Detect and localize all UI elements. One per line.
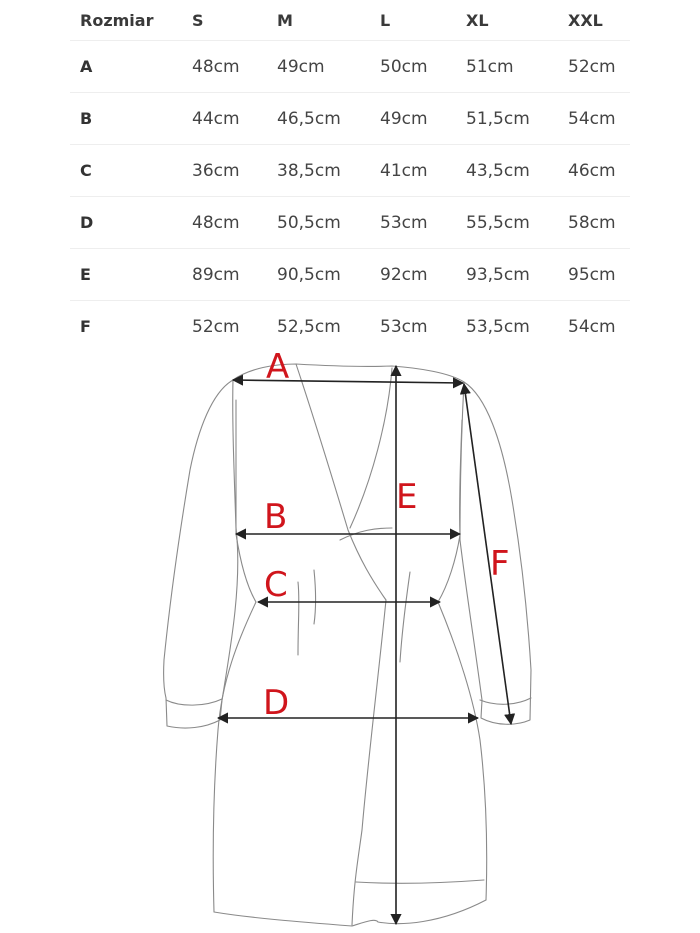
- measurement-labels: [263, 347, 510, 723]
- header-m: M: [267, 0, 370, 41]
- table-cell: 54cm: [568, 316, 616, 337]
- table-cell: 54cm: [558, 93, 630, 145]
- header-xl: XL: [456, 0, 558, 41]
- table-cell: 48cm: [182, 41, 267, 93]
- skirt-overlap: [352, 600, 386, 925]
- table-row: [70, 93, 630, 145]
- row-label: D: [70, 197, 182, 249]
- table-cell: 49cm: [267, 41, 370, 93]
- row-label: C: [70, 145, 182, 197]
- row-label: B: [70, 93, 182, 145]
- measure-f-line: [464, 384, 511, 724]
- dress-outline: [164, 364, 531, 926]
- header-l: L: [370, 0, 456, 41]
- header-xxl: XXL: [558, 0, 630, 41]
- header-s: S: [182, 0, 267, 41]
- table-cell: 46cm: [558, 145, 630, 197]
- bodice-right-side: [438, 420, 462, 602]
- left-sleeve: [164, 380, 238, 728]
- skirt-left: [213, 602, 256, 912]
- hem-inner: [356, 880, 484, 883]
- table-cell: 50cm: [370, 41, 456, 93]
- label-d: D: [263, 683, 290, 723]
- table-cell: 48cm: [182, 197, 267, 249]
- table-header-row: [70, 0, 630, 41]
- table-cell: 93,5cm: [456, 249, 558, 301]
- label-f: F: [490, 544, 510, 584]
- table-cell: 38,5cm: [267, 145, 370, 197]
- waist-gather-left: [298, 582, 299, 655]
- skirt-right: [438, 602, 487, 900]
- label-a: A: [266, 347, 290, 387]
- left-cuff: [166, 699, 222, 705]
- label-e: E: [396, 477, 418, 517]
- wrap-front-right: [350, 368, 392, 528]
- row-label: F: [80, 317, 91, 336]
- table-cell: 55,5cm: [456, 197, 558, 249]
- table-cell: 50,5cm: [267, 197, 370, 249]
- right-sleeve: [460, 382, 531, 724]
- table-cell: 51,5cm: [456, 93, 558, 145]
- right-cuff: [480, 698, 531, 704]
- waist-gather-left-2: [314, 570, 316, 624]
- header-size: Rozmiar: [70, 0, 182, 41]
- wrap-front-left: [296, 364, 386, 600]
- measurement-lines: [218, 366, 511, 924]
- table-cell: 53cm: [370, 197, 456, 249]
- table-cell: 89cm: [182, 249, 267, 301]
- table-cell: 44cm: [182, 93, 267, 145]
- table-row: [70, 249, 630, 301]
- table-cell: 53,5cm: [466, 316, 530, 337]
- table-cell: 51cm: [456, 41, 558, 93]
- hemline: [214, 900, 486, 926]
- table-row: [70, 197, 630, 249]
- measure-a-line: [233, 380, 463, 383]
- table-row: [70, 41, 630, 93]
- table-cell: 95cm: [558, 249, 630, 301]
- table-cell: 49cm: [370, 93, 456, 145]
- table-cell: 92cm: [370, 249, 456, 301]
- row-label: A: [70, 41, 182, 93]
- table-row: [70, 301, 630, 353]
- neckline: [233, 364, 464, 382]
- table-cell: 43,5cm: [456, 145, 558, 197]
- waist-gather-right: [400, 572, 410, 662]
- table-cell: 41cm: [370, 145, 456, 197]
- table-cell: 58cm: [558, 197, 630, 249]
- table-cell: 46,5cm: [267, 93, 370, 145]
- label-c: C: [264, 565, 288, 605]
- table-cell: 52cm: [192, 316, 240, 337]
- size-table: [70, 0, 630, 352]
- wrap-fold: [340, 528, 392, 540]
- table-row: [70, 145, 630, 197]
- table-cell: 36cm: [182, 145, 267, 197]
- label-b: B: [264, 497, 288, 537]
- table-cell: 52cm: [558, 41, 630, 93]
- table-cell: 53cm: [380, 316, 428, 337]
- bodice-left-side: [236, 400, 256, 602]
- table-cell: 52,5cm: [277, 316, 341, 337]
- row-label: E: [70, 249, 182, 301]
- table-cell: 90,5cm: [267, 249, 370, 301]
